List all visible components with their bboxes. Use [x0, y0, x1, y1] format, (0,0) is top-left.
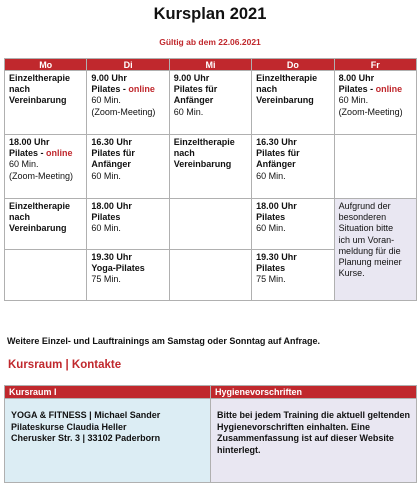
schedule-cell-line: nach	[173, 148, 195, 159]
day-header-mo: Mo	[5, 59, 87, 71]
schedule-cell	[5, 199, 87, 250]
schedule-cell-line: 60 Min.	[9, 159, 39, 170]
schedule-cell-line: Einzeltherapie	[9, 73, 71, 83]
schedule-cell-line: 60 Min.	[91, 170, 121, 181]
additional-training-note: Weitere Einzel- und Lauftrainings am Samstag oder Sonntag auf Anfrage.	[7, 336, 321, 346]
hygiene-header: Hygienevorschriften	[211, 386, 417, 399]
schedule-cell	[87, 71, 169, 135]
day-header-do: Do	[252, 59, 334, 71]
kursraum-header: Kursraum I	[5, 386, 211, 399]
schedule-cell-line: Yoga-Pilates	[91, 263, 145, 274]
page-title: Kursplan 2021	[153, 5, 267, 23]
schedule-cell	[5, 135, 87, 199]
schedule-cell-line: Vereinbarung	[173, 159, 232, 170]
online-tag: online	[128, 84, 155, 95]
schedule-row	[5, 71, 417, 135]
schedule-cell	[169, 199, 251, 250]
schedule-cell-line: Pilates	[256, 263, 286, 274]
contacts-heading: Kursraum | Kontakte	[8, 359, 122, 371]
schedule-cell-line: (Zoom-Meeting)	[9, 170, 74, 181]
schedule-cell-line: 19.30 Uhr	[91, 252, 132, 262]
kursraum-line: Pilateskurse Claudia Heller	[11, 421, 127, 432]
schedule-cell	[252, 250, 334, 301]
schedule-cell-line: 75 Min.	[91, 274, 121, 285]
schedule-cell-line: Einzeltherapie	[9, 201, 71, 211]
online-tag: online	[375, 84, 403, 95]
schedule-cell	[169, 71, 251, 135]
schedule-cell-line: Einzeltherapie	[256, 73, 318, 83]
schedule-cell-line: Pilates	[91, 212, 121, 223]
schedule-cell-line: Vereinbarung	[9, 223, 67, 234]
hygiene-line: hinterlegt.	[217, 444, 261, 455]
schedule-cell-line: 8.00 Uhr	[338, 73, 375, 83]
schedule-cell-line: nach	[9, 84, 31, 95]
kursraum-line: YOGA & FITNESS | Michael Sander	[11, 410, 161, 420]
schedule-header-row	[5, 59, 417, 71]
schedule-cell	[334, 71, 416, 135]
schedule-cell-line: 60 Min.	[91, 95, 121, 106]
schedule-cell	[87, 250, 169, 301]
schedule-cell-line: Einzeltherapie	[173, 137, 235, 147]
schedule-cell-line: Pilates	[256, 212, 286, 223]
schedule-cell-line: 60 Min.	[256, 223, 286, 234]
schedule-cell-line: Situation bitte	[338, 223, 394, 234]
day-header-di: Di	[87, 59, 169, 71]
schedule-cell-line: 75 Min.	[256, 274, 286, 285]
schedule-cell-line: besonderen	[338, 212, 387, 223]
schedule-cell-line: 9.00 Uhr	[173, 73, 210, 83]
hygiene-line: Hygienevorschriften einhalten. Eine	[217, 421, 371, 432]
schedule-cell-line: Vereinbarung	[256, 95, 314, 106]
kursraum-cell	[5, 399, 211, 483]
schedule-cell	[252, 71, 334, 135]
schedule-cell-line: 16.30 Uhr	[256, 137, 297, 147]
schedule-cell	[5, 71, 87, 135]
hygiene-cell	[211, 399, 417, 483]
schedule-cell	[334, 135, 416, 199]
day-header-fr: Fr	[334, 59, 416, 71]
schedule-cell-line: Anfänger	[91, 159, 131, 170]
schedule-cell-line: Planung meiner	[338, 257, 402, 268]
schedule-cell-line: Aufgrund der	[338, 201, 391, 211]
contacts-table	[4, 385, 417, 483]
schedule-cell-line: (Zoom-Meeting)	[91, 106, 156, 117]
hygiene-line: Zusammenfassung ist auf dieser Website	[217, 433, 394, 443]
schedule-cell	[5, 250, 87, 301]
schedule-cell	[87, 199, 169, 250]
schedule-cell-line: Pilates - online	[91, 84, 155, 95]
schedule-cell-line: 19.30 Uhr	[256, 252, 297, 262]
schedule-cell-line: 18.00 Uhr	[91, 201, 132, 211]
schedule-cell-line: Anfänger	[173, 95, 214, 106]
schedule-cell	[252, 135, 334, 199]
schedule-cell-line: Pilates für	[256, 148, 300, 159]
schedule-cell	[169, 135, 251, 199]
online-tag: online	[46, 148, 73, 159]
schedule-cell	[87, 135, 169, 199]
schedule-cell-line: Anfänger	[256, 159, 296, 170]
validity-subtitle: Gültig ab dem 22.06.2021	[159, 37, 261, 47]
contacts-header-row	[5, 386, 417, 399]
schedule-cell-line: 9.00 Uhr	[91, 73, 127, 83]
schedule-cell-line: Pilates für	[173, 84, 218, 95]
schedule-row	[5, 199, 417, 250]
schedule-cell-line: 18.00 Uhr	[256, 201, 297, 211]
schedule-cell	[334, 199, 416, 301]
hygiene-line: Bitte bei jedem Training die aktuell geltenden	[217, 410, 411, 420]
schedule-cell-line: ich um Voran-	[338, 234, 395, 245]
schedule-cell-line: 60 Min.	[338, 95, 369, 106]
day-header-mi: Mi	[169, 59, 251, 71]
schedule-cell-line: nach	[9, 212, 31, 223]
schedule-cell-line: Kurse.	[338, 268, 365, 279]
schedule-cell-line: 60 Min.	[256, 170, 286, 181]
schedule-cell-line: 16.30 Uhr	[91, 137, 132, 147]
schedule-cell-line: Pilates - online	[338, 84, 403, 95]
schedule-cell-line: Pilates - online	[9, 148, 73, 159]
schedule-cell-line: Pilates für	[91, 148, 135, 159]
schedule-cell	[169, 250, 251, 301]
schedule-cell-line: 60 Min.	[91, 223, 121, 234]
schedule-cell-line: meldung für die	[338, 245, 401, 256]
kursraum-line: Cherusker Str. 3 | 33102 Paderborn	[11, 433, 161, 443]
schedule-cell-line: (Zoom-Meeting)	[338, 106, 403, 117]
schedule-cell-line: 60 Min.	[173, 106, 204, 117]
schedule-cell-line: 18.00 Uhr	[9, 137, 50, 147]
schedule-row	[5, 135, 417, 199]
schedule-table	[4, 58, 417, 301]
schedule-cell-line: nach	[256, 84, 278, 95]
contacts-row	[5, 399, 417, 483]
schedule-cell-line: Vereinbarung	[9, 95, 67, 106]
schedule-cell	[252, 199, 334, 250]
